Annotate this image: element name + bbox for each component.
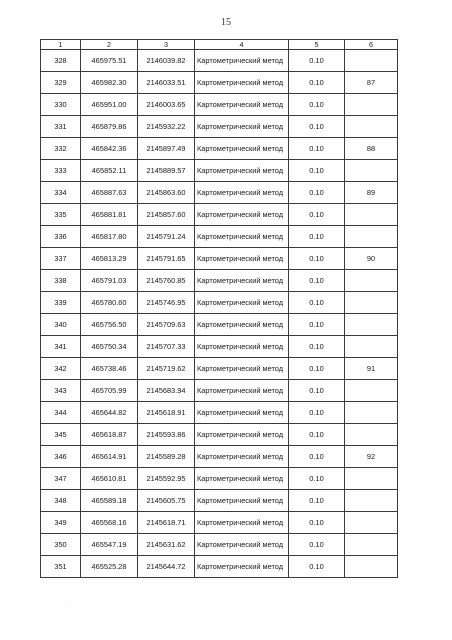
row-number-cell: 338 — [41, 270, 81, 292]
accuracy-cell: 0.10 — [289, 160, 345, 182]
point-number-cell: 92 — [345, 446, 398, 468]
y-coordinate-cell: 2145897.49 — [138, 138, 195, 160]
table-row — [41, 50, 398, 72]
table-row — [41, 226, 398, 248]
table-row — [41, 358, 398, 380]
method-cell: Картометрический метод — [195, 490, 289, 512]
row-number-cell: 343 — [41, 380, 81, 402]
point-number-cell — [345, 380, 398, 402]
y-coordinate-cell: 2145889.57 — [138, 160, 195, 182]
x-coordinate-cell: 465756.50 — [81, 314, 138, 336]
accuracy-cell: 0.10 — [289, 116, 345, 138]
faint-mark: · — [64, 603, 66, 609]
accuracy-cell: 0.10 — [289, 204, 345, 226]
accuracy-cell: 0.10 — [289, 556, 345, 578]
y-coordinate-cell: 2145589.28 — [138, 446, 195, 468]
row-number-cell: 330 — [41, 94, 81, 116]
point-number-cell — [345, 204, 398, 226]
column-header: 4 — [195, 40, 289, 50]
method-cell: Картометрический метод — [195, 468, 289, 490]
accuracy-cell: 0.10 — [289, 248, 345, 270]
row-number-cell: 337 — [41, 248, 81, 270]
y-coordinate-cell: 2145709.63 — [138, 314, 195, 336]
x-coordinate-cell: 465547.19 — [81, 534, 138, 556]
method-cell: Картометрический метод — [195, 182, 289, 204]
accuracy-cell: 0.10 — [289, 94, 345, 116]
table-row — [41, 72, 398, 94]
table-row — [41, 292, 398, 314]
row-number-cell: 335 — [41, 204, 81, 226]
y-coordinate-cell: 2145863.60 — [138, 182, 195, 204]
point-number-cell — [345, 270, 398, 292]
method-cell: Картометрический метод — [195, 402, 289, 424]
accuracy-cell: 0.10 — [289, 314, 345, 336]
table-row — [41, 204, 398, 226]
x-coordinate-cell: 465887.63 — [81, 182, 138, 204]
accuracy-cell: 0.10 — [289, 336, 345, 358]
method-cell: Картометрический метод — [195, 314, 289, 336]
method-cell: Картометрический метод — [195, 204, 289, 226]
point-number-cell — [345, 116, 398, 138]
method-cell: Картометрический метод — [195, 72, 289, 94]
row-number-cell: 350 — [41, 534, 81, 556]
row-number-cell: 348 — [41, 490, 81, 512]
row-number-cell: 340 — [41, 314, 81, 336]
point-number-cell: 91 — [345, 358, 398, 380]
table-row — [41, 534, 398, 556]
point-number-cell — [345, 424, 398, 446]
x-coordinate-cell: 465791.03 — [81, 270, 138, 292]
point-number-cell — [345, 314, 398, 336]
method-cell: Картометрический метод — [195, 160, 289, 182]
row-number-cell: 347 — [41, 468, 81, 490]
row-number-cell: 345 — [41, 424, 81, 446]
row-number-cell: 329 — [41, 72, 81, 94]
row-number-cell: 333 — [41, 160, 81, 182]
method-cell: Картометрический метод — [195, 94, 289, 116]
method-cell: Картометрический метод — [195, 226, 289, 248]
y-coordinate-cell: 2145592.95 — [138, 468, 195, 490]
y-coordinate-cell: 2145707.33 — [138, 336, 195, 358]
y-coordinate-cell: 2145760.85 — [138, 270, 195, 292]
row-number-cell: 346 — [41, 446, 81, 468]
method-cell: Картометрический метод — [195, 336, 289, 358]
accuracy-cell: 0.10 — [289, 138, 345, 160]
point-number-cell: 89 — [345, 182, 398, 204]
x-coordinate-cell: 465525.28 — [81, 556, 138, 578]
table-row — [41, 380, 398, 402]
method-cell: Картометрический метод — [195, 358, 289, 380]
y-coordinate-cell: 2145644.72 — [138, 556, 195, 578]
row-number-cell: 349 — [41, 512, 81, 534]
x-coordinate-cell: 465610.81 — [81, 468, 138, 490]
y-coordinate-cell: 2146039.82 — [138, 50, 195, 72]
x-coordinate-cell: 465780.60 — [81, 292, 138, 314]
point-number-cell — [345, 50, 398, 72]
y-coordinate-cell: 2145746.95 — [138, 292, 195, 314]
point-number-cell — [345, 512, 398, 534]
table-row — [41, 446, 398, 468]
accuracy-cell: 0.10 — [289, 380, 345, 402]
x-coordinate-cell: 465750.34 — [81, 336, 138, 358]
x-coordinate-cell: 465705.99 — [81, 380, 138, 402]
table-row — [41, 138, 398, 160]
row-number-cell: 344 — [41, 402, 81, 424]
table-row — [41, 402, 398, 424]
x-coordinate-cell: 465879.86 — [81, 116, 138, 138]
x-coordinate-cell: 465618.87 — [81, 424, 138, 446]
method-cell: Картометрический метод — [195, 446, 289, 468]
y-coordinate-cell: 2146003.65 — [138, 94, 195, 116]
method-cell: Картометрический метод — [195, 292, 289, 314]
table-row — [41, 512, 398, 534]
row-number-cell: 334 — [41, 182, 81, 204]
y-coordinate-cell: 2145618.71 — [138, 512, 195, 534]
point-number-cell: 87 — [345, 72, 398, 94]
x-coordinate-cell: 465881.81 — [81, 204, 138, 226]
row-number-cell: 331 — [41, 116, 81, 138]
method-cell: Картометрический метод — [195, 512, 289, 534]
point-number-cell — [345, 226, 398, 248]
row-number-cell: 332 — [41, 138, 81, 160]
column-header: 5 — [289, 40, 345, 50]
x-coordinate-cell: 465842.36 — [81, 138, 138, 160]
table-row — [41, 424, 398, 446]
x-coordinate-cell: 465589.18 — [81, 490, 138, 512]
method-cell: Картометрический метод — [195, 248, 289, 270]
y-coordinate-cell: 2146033.51 — [138, 72, 195, 94]
point-number-cell — [345, 468, 398, 490]
method-cell: Картометрический метод — [195, 50, 289, 72]
y-coordinate-cell: 2145791.65 — [138, 248, 195, 270]
table-row — [41, 556, 398, 578]
x-coordinate-cell: 465614.91 — [81, 446, 138, 468]
y-coordinate-cell: 2145605.75 — [138, 490, 195, 512]
point-number-cell: 90 — [345, 248, 398, 270]
method-cell: Картометрический метод — [195, 138, 289, 160]
y-coordinate-cell: 2145618.91 — [138, 402, 195, 424]
point-number-cell — [345, 534, 398, 556]
accuracy-cell: 0.10 — [289, 402, 345, 424]
column-header: 1 — [41, 40, 81, 50]
x-coordinate-cell: 465975.51 — [81, 50, 138, 72]
table-row — [41, 94, 398, 116]
coordinates-table — [40, 39, 398, 578]
accuracy-cell: 0.10 — [289, 468, 345, 490]
row-number-cell: 339 — [41, 292, 81, 314]
y-coordinate-cell: 2145683.94 — [138, 380, 195, 402]
x-coordinate-cell: 465813.29 — [81, 248, 138, 270]
y-coordinate-cell: 2145631.62 — [138, 534, 195, 556]
y-coordinate-cell: 2145932.22 — [138, 116, 195, 138]
method-cell: Картометрический метод — [195, 424, 289, 446]
table-row — [41, 468, 398, 490]
table-row — [41, 270, 398, 292]
point-number-cell — [345, 556, 398, 578]
x-coordinate-cell: 465951.00 — [81, 94, 138, 116]
x-coordinate-cell: 465738.46 — [81, 358, 138, 380]
table-row — [41, 314, 398, 336]
table-header-row — [41, 40, 398, 50]
x-coordinate-cell: 465982.30 — [81, 72, 138, 94]
accuracy-cell: 0.10 — [289, 512, 345, 534]
table-row — [41, 116, 398, 138]
table-row — [41, 336, 398, 358]
x-coordinate-cell: 465817.80 — [81, 226, 138, 248]
point-number-cell — [345, 402, 398, 424]
accuracy-cell: 0.10 — [289, 446, 345, 468]
x-coordinate-cell: 465644.82 — [81, 402, 138, 424]
table-row — [41, 160, 398, 182]
accuracy-cell: 0.10 — [289, 534, 345, 556]
accuracy-cell: 0.10 — [289, 292, 345, 314]
y-coordinate-cell: 2145791.24 — [138, 226, 195, 248]
row-number-cell: 341 — [41, 336, 81, 358]
column-header: 2 — [81, 40, 138, 50]
row-number-cell: 351 — [41, 556, 81, 578]
accuracy-cell: 0.10 — [289, 358, 345, 380]
accuracy-cell: 0.10 — [289, 50, 345, 72]
method-cell: Картометрический метод — [195, 380, 289, 402]
point-number-cell — [345, 94, 398, 116]
y-coordinate-cell: 2145719.62 — [138, 358, 195, 380]
row-number-cell: 342 — [41, 358, 81, 380]
page-number: 15 — [221, 17, 231, 28]
row-number-cell: 336 — [41, 226, 81, 248]
point-number-cell — [345, 336, 398, 358]
method-cell: Картометрический метод — [195, 116, 289, 138]
x-coordinate-cell: 465568.16 — [81, 512, 138, 534]
table-row — [41, 490, 398, 512]
point-number-cell: 88 — [345, 138, 398, 160]
accuracy-cell: 0.10 — [289, 72, 345, 94]
table-row — [41, 182, 398, 204]
column-header: 3 — [138, 40, 195, 50]
y-coordinate-cell: 2145593.86 — [138, 424, 195, 446]
point-number-cell — [345, 490, 398, 512]
accuracy-cell: 0.10 — [289, 424, 345, 446]
method-cell: Картометрический метод — [195, 556, 289, 578]
method-cell: Картометрический метод — [195, 534, 289, 556]
point-number-cell — [345, 160, 398, 182]
x-coordinate-cell: 465852.11 — [81, 160, 138, 182]
point-number-cell — [345, 292, 398, 314]
accuracy-cell: 0.10 — [289, 182, 345, 204]
accuracy-cell: 0.10 — [289, 490, 345, 512]
column-header: 6 — [345, 40, 398, 50]
y-coordinate-cell: 2145857.60 — [138, 204, 195, 226]
method-cell: Картометрический метод — [195, 270, 289, 292]
table-row — [41, 248, 398, 270]
accuracy-cell: 0.10 — [289, 270, 345, 292]
row-number-cell: 328 — [41, 50, 81, 72]
accuracy-cell: 0.10 — [289, 226, 345, 248]
